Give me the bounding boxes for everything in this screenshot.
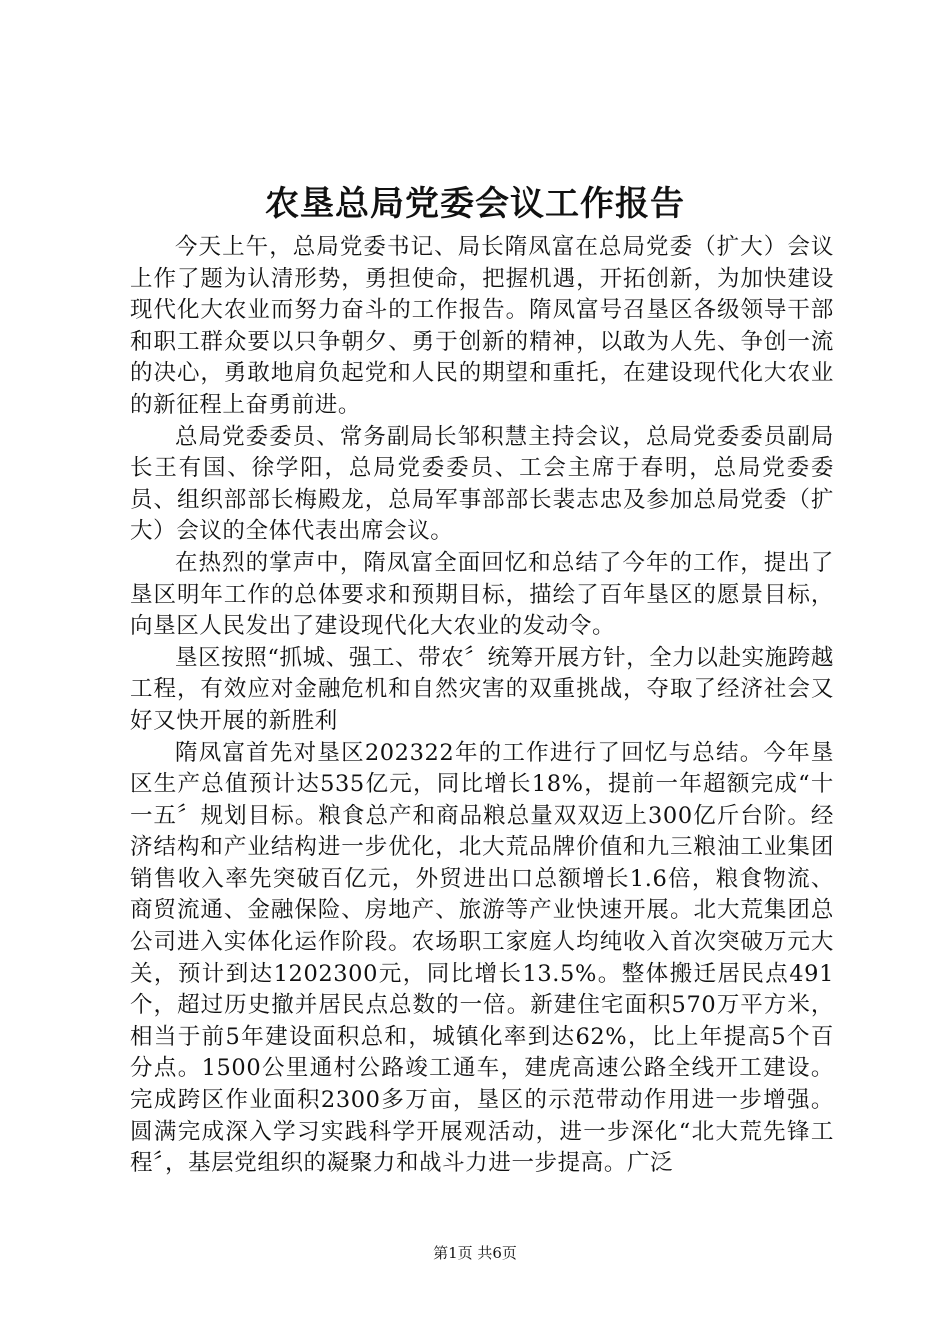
paragraph-1: 今天上午，总局党委书记、局长隋凤富在总局党委（扩大）会议上作了题为认清形势，勇担使命，把握机遇，开拓创新，为加快建设现代化大农业而努力奋斗的工作报告。隋凤富号召垦区各级领导干部和职工群众要以只争朝夕、勇于创新的精神，以敢为人先、争创一流的决心，勇敢地肩负起党和人民的期望和重托，在建设现代化大农业的新征程上奋勇前进。 [130, 234, 834, 418]
paragraph-4: 垦区按照“抓城、强工、带农〞统筹开展方针，全力以赴实施跨越工程，有效应对金融危机和自然灾害的双重挑战，夺取了经济社会又好又快开展的新胜利 [130, 644, 834, 734]
paragraph-3: 在热烈的掌声中，隋凤富全面回忆和总结了今年的工作，提出了垦区明年工作的总体要求和预期目标，描绘了百年垦区的愿景目标，向垦区人民发出了建设现代化大农业的发动令。 [130, 549, 834, 640]
paragraph-2: 总局党委委员、常务副局长邹积慧主持会议，总局党委委员副局长王有国、徐学阳，总局党委委员、工会主席于春明，总局党委委员、组织部部长梅殿龙，总局军事部部长裴志忠及参加总局党委（扩大）会议的全体代表出席会议。 [130, 423, 834, 545]
page-number-footer: 第1页 共6页 [433, 1244, 517, 1262]
document-title: 农垦总局党委会议工作报告 [265, 184, 685, 224]
paragraph-5: 隋凤富首先对垦区202322年的工作进行了回忆与总结。今年垦区生产总值预计达535亿元，同比增长18%，提前一年超额完成“十一五〞规划目标。粮食总产和商品粮总量双双迈上300亿斤台阶。经济结构和产业结构进一步优化，北大荒品牌价值和九三粮油工业集团销售收入率先突破百亿元，外贸进出口总额增长1.6倍，粮食物流、商贸流通、金融保险、房地产、旅游等产业快速开展。北大荒集团总公司进入实体化运作阶段。农场职工家庭人均纯收入首次突破万元大关，预计到达1202300元，同比增长13.5%。整体搬迁居民点491个，超过历史撤并居民点总数的一倍。新建住宅面积570万平方米，相当于前5年建设面积总和，城镇化率到达62%，比上年提高5个百分点。1500公里通村公路竣工通车，建虎高速公路全线开工建设。完成跨区作业面积2300多万亩，垦区的示范带动作用进一步增强。圆满完成深入学习实践科学开展观活动，进一步深化“北大荒先锋工程〞，基层党组织的凝聚力和战斗力进一步提高。广泛 [130, 739, 834, 1177]
document-body [130, 232, 834, 1180]
